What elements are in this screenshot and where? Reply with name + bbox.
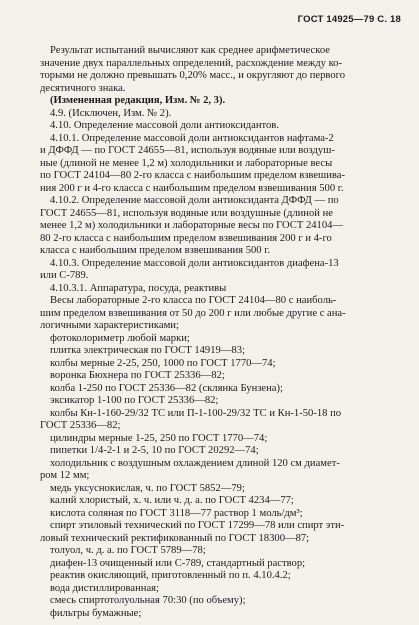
text-line: (Измененная редакция, Изм. № 2, 3). — [50, 95, 226, 106]
text-line: значение двух параллельных определений, расхождение между ко- — [40, 57, 343, 69]
text-line: 4.10.3.1. Аппаратура, посуда, реактивы — [50, 282, 227, 294]
text-line: цилиндры мерные 1-25, 250 по ГОСТ 1770—74; — [50, 432, 268, 444]
text-line: 4.10. Определение массовой доли антиоксидантов. — [50, 120, 279, 131]
text-line: медь уксуснокислая, ч. по ГОСТ 5852—79; — [50, 482, 245, 494]
text-line: шим пределом взвешивания от 50 до 200 г или любые другие с ана- — [40, 307, 346, 319]
document-body — [40, 45, 401, 620]
text-line: Результат испытаний вычисляют как среднее арифметическое — [50, 45, 330, 56]
text-line: спирт этиловый технический по ГОСТ 17299—78 или спирт эти- — [50, 520, 345, 531]
text-line: фотоколориметр любой марки; — [50, 332, 190, 344]
text-line: диафен-13 очищенный или С-789, стандартный раствор; — [50, 557, 306, 569]
text-line: колба 1-250 по ГОСТ 25336—82 (склянка Бунзена); — [50, 382, 283, 394]
text-line: логичными характеристиками; — [40, 320, 179, 331]
text-line: смесь спиртотолуольная 70:30 (по объему); — [50, 595, 246, 606]
text-line: ром 12 мм; — [40, 470, 90, 481]
text-line: ГОСТ 25336—82; — [40, 420, 121, 431]
text-line: холодильник с воздушным охлаждением длиной 120 см диамет- — [50, 457, 340, 469]
text-line: торыми не должно превышать 0,20% масс., и округляют до первого — [40, 70, 346, 81]
text-line: плитка электрическая по ГОСТ 14919—83; — [50, 345, 245, 356]
text-line: 4.10.1. Определение массовой доли антиоксидантов нафтама-2 — [50, 132, 334, 144]
text-line: или С-789. — [40, 270, 89, 281]
text-line: пипетки 1/4-2-1 и 2-5, 10 по ГОСТ 20292—74; — [50, 445, 259, 456]
text-line: ные (длиной не менее 1,2 м) холодильники и лабораторные весы — [40, 157, 333, 169]
text-line: 80 2-го класса с наибольшим пределом взвешивания 200 г и 4-го — [40, 232, 332, 244]
text-line: воронка Бюхнера по ГОСТ 25336—82; — [50, 370, 225, 381]
text-line: эксикатор 1-100 по ГОСТ 25336—82; — [50, 395, 219, 406]
text-line: калий хлористый, х. ч. или ч. д. а. по ГОСТ 4234—77; — [50, 495, 294, 506]
text-line: 4.10.2. Определение массовой доли антиоксиданта ДФФД — по — [50, 195, 339, 206]
text-line: реактив окисляющий, приготовленный по п. 4.10.4.2; — [50, 570, 291, 581]
text-line: десятичного знака. — [40, 82, 126, 94]
text-line: и ДФФД — по ГОСТ 24655—81, используя водяные или воздуш- — [40, 145, 335, 156]
text-line: колбы Кн-1-160-29/32 ТС или П-1-100-29/32 ТС и Кн-1-50-18 по — [50, 407, 342, 419]
text-line: кислота соляная по ГОСТ 3118—77 раствор 1 моль/дм³; — [50, 507, 303, 519]
text-line: ГОСТ 24655—81, используя водяные или воздушные (длиной не — [40, 207, 333, 219]
text-line: класса с наибольшим пределом взвешивания 500 г. — [40, 245, 271, 256]
page-header: ГОСТ 14925—79 С. 18 — [297, 14, 401, 25]
text-line: по ГОСТ 24104—80 2-го класса с наибольшим пределом взвешива- — [40, 170, 345, 181]
text-line: ловый технический ректификованный по ГОСТ 18300—87; — [40, 532, 310, 544]
text-line: Весы лабораторные 2-го класса по ГОСТ 24104—80 с наиболь- — [50, 295, 337, 306]
text-line: ния 200 г и 4-го класса с наибольшим пределом взвешивания 500 г. — [40, 182, 344, 194]
text-line: 4.9. (Исключен, Изм. № 2). — [50, 107, 172, 119]
text-line: колбы мерные 2-25, 250, 1000 по ГОСТ 1770—74; — [50, 357, 276, 369]
text-line: 4.10.3. Определение массовой доли антиоксидантов диафена-13 — [50, 257, 339, 269]
text-line: фильтры бумажные; — [50, 607, 142, 619]
text-line: толуол, ч. д. а. по ГОСТ 5789—78; — [50, 545, 206, 556]
text-line: вода дистиллированная; — [50, 582, 159, 594]
text-line: менее 1,2 м) холодильники и лабораторные весы по ГОСТ 24104— — [40, 220, 344, 231]
